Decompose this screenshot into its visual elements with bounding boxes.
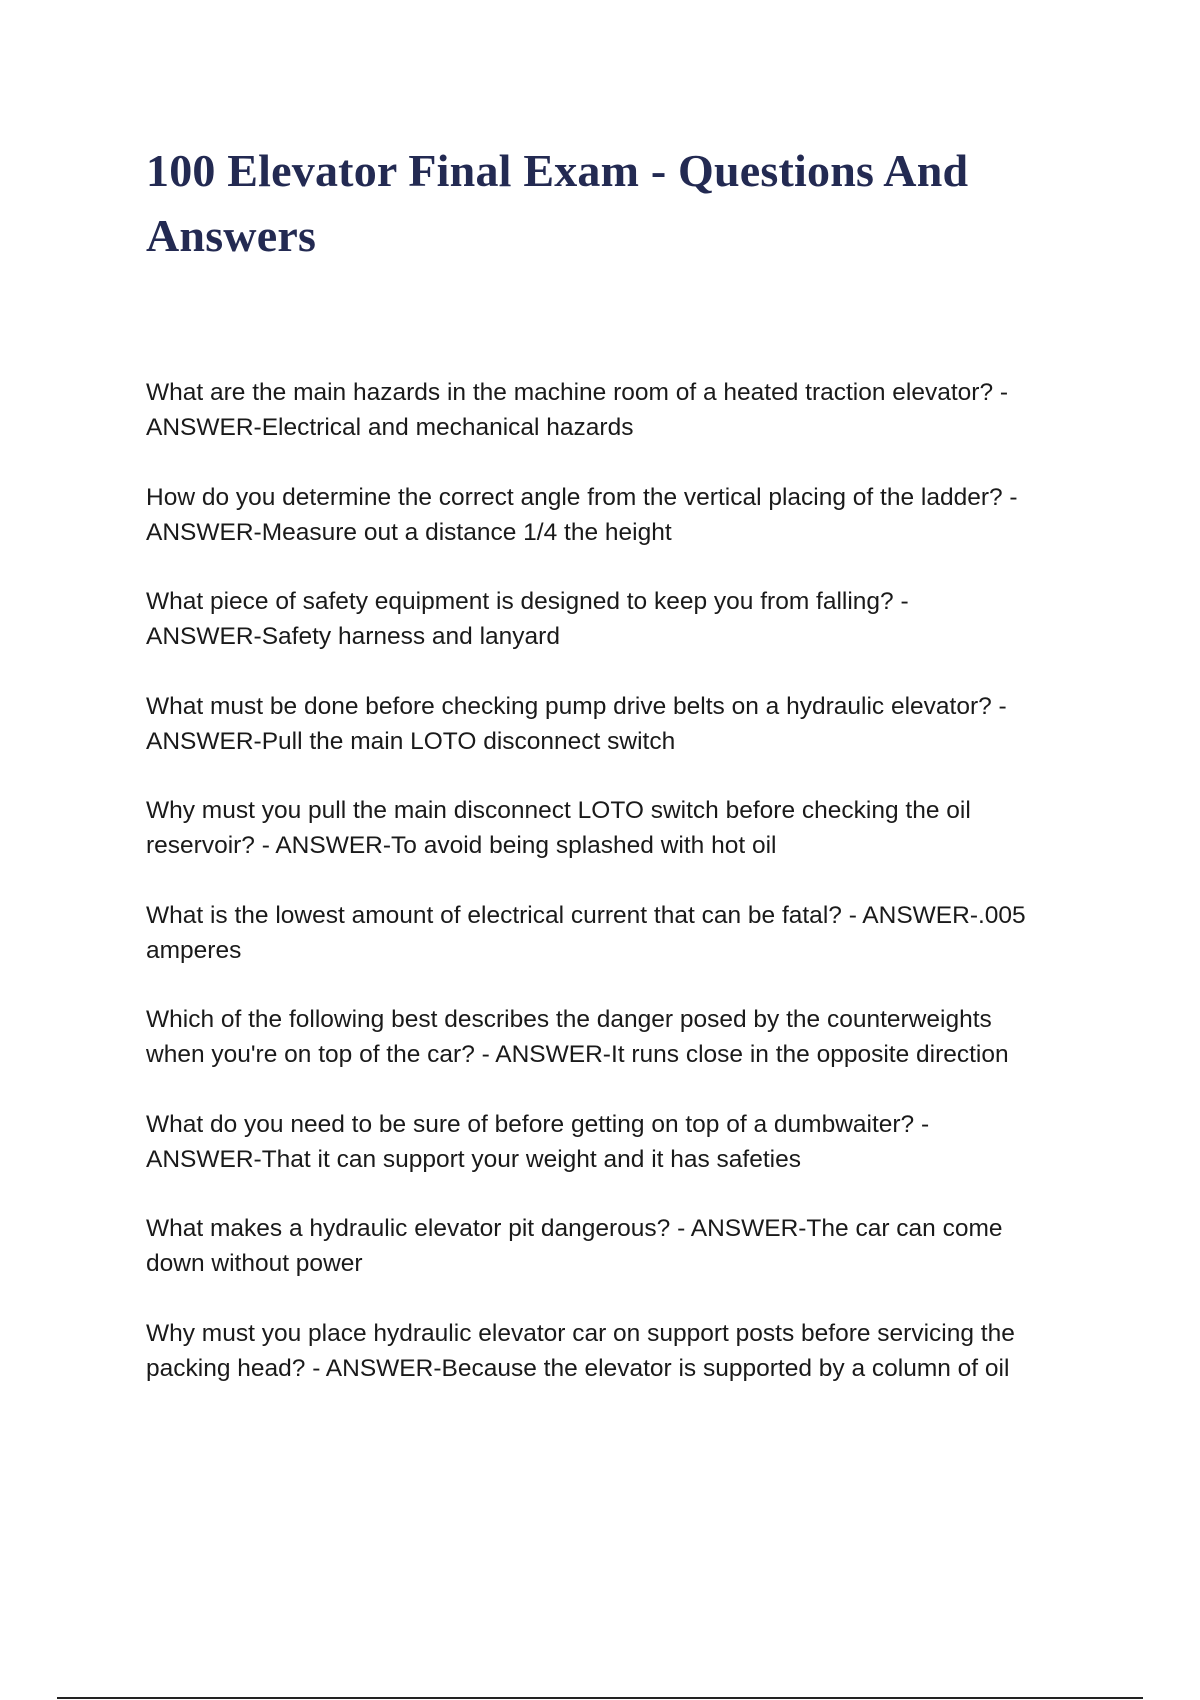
qa-item-9 <box>146 1211 1096 1281</box>
qa-text-line: Why must you pull the main disconnect LOTO switch before checking the oil <box>146 797 971 824</box>
qa-text-line: amperes <box>146 936 242 964</box>
qa-text-line: Why must you place hydraulic elevator car on support posts before servicing the <box>146 1319 1015 1347</box>
title-line-1: 100 Elevator Final Exam - Questions And <box>146 145 969 196</box>
qa-item-10 <box>146 1316 1096 1386</box>
qa-text-line: ANSWER-Safety harness and lanyard <box>146 623 560 650</box>
question-answer-list <box>146 375 1096 1420</box>
qa-text-line: ANSWER-Electrical and mechanical hazards <box>146 414 634 441</box>
qa-text-line: What is the lowest amount of electrical current that can be fatal? - ANSWER-.005 <box>146 901 1026 929</box>
qa-text-line: ANSWER-Measure out a distance 1/4 the height <box>146 518 672 546</box>
qa-text-line: down without power <box>146 1250 363 1277</box>
qa-item-6 <box>146 898 1096 968</box>
qa-item-8 <box>146 1107 1096 1177</box>
qa-text-line: reservoir? - ANSWER-To avoid being splashed with hot oil <box>146 832 777 859</box>
qa-text-line: Which of the following best describes the danger posed by the counterweights <box>146 1006 992 1033</box>
qa-text-line: packing head? - ANSWER-Because the elevator is supported by a column of oil <box>146 1354 1010 1382</box>
qa-text-line: What makes a hydraulic elevator pit dangerous? - ANSWER-The car can come <box>146 1215 1003 1242</box>
qa-text-line: when you're on top of the car? - ANSWER-It runs close in the opposite direction <box>146 1041 1009 1068</box>
footer-divider <box>57 1697 1143 1699</box>
qa-item-2 <box>146 480 1096 550</box>
qa-text-line: How do you determine the correct angle from the vertical placing of the ladder? - <box>146 483 1018 511</box>
qa-item-1 <box>146 375 1096 445</box>
qa-text-line: ANSWER-That it can support your weight and it has safeties <box>146 1145 801 1173</box>
qa-item-3 <box>146 584 1096 654</box>
qa-item-4 <box>146 689 1096 759</box>
title-line-2: Answers <box>146 210 317 261</box>
qa-text-line: What piece of safety equipment is designed to keep you from falling? - <box>146 588 909 615</box>
qa-text-line: ANSWER-Pull the main LOTO disconnect switch <box>146 727 676 755</box>
qa-item-5 <box>146 793 1096 863</box>
qa-text-line: What are the main hazards in the machine room of a heated traction elevator? - <box>146 379 1009 406</box>
qa-text-line: What must be done before checking pump drive belts on a hydraulic elevator? - <box>146 692 1007 720</box>
qa-item-7 <box>146 1002 1096 1072</box>
page-title <box>146 138 1086 268</box>
qa-text-line: What do you need to be sure of before getting on top of a dumbwaiter? - <box>146 1110 930 1138</box>
